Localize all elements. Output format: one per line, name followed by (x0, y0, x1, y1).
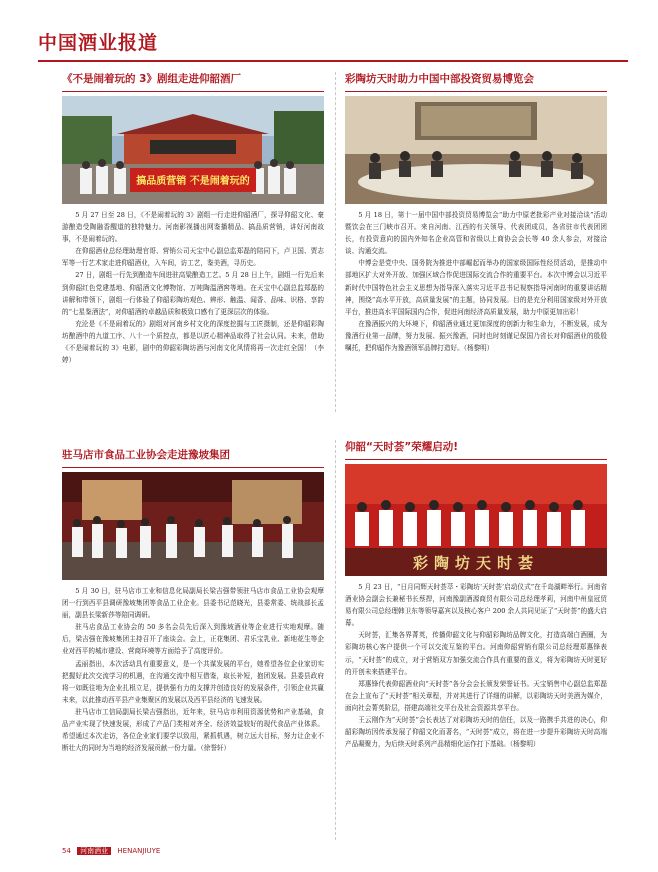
photo-exhibition-visit (62, 472, 324, 580)
page-footer (62, 846, 164, 856)
paragraph: 5 月 30 日，驻马店市工业和信息化局副局长梁吉强带领驻马店市食品工业协会观摩团一行到西平县调研豫坡集团等食品工业企业。县委书记范晓光，县委常委、统战部长孟丽，副县长梁新莎等陪同调研。 (62, 587, 324, 620)
paragraph: 5 月 23 日，“日月同辉天时荟萃・彩陶坊‘天时荟’启动仪式”在千岛湖畔举行。河南省酒业协会副会长兼秘书长蔡捍，河南豫副酒源商贸有限公司总经理孝莉，河南中州皇冠贸易有限公司总经理韩卫东等领导嘉宾以及核心客户 200 余人共同见证了“天时荟”的盛大启幕。 (345, 583, 607, 628)
article-body (345, 581, 607, 750)
column-divider (335, 72, 336, 412)
paragraph: 充沦是《不是闹着玩的》剧组对河南乡村文化的深度挖掘与工匠摄制，还是仰韶彩陶坊酿酒中的九道工序、八十一个质控点，都是以匠心精神品取得了社会认同。未来，借助《不是闹着玩的 3》电影，剧中的仰韶彩陶坊酒与河南文化风情将再一次走红全国！（李婷） (62, 319, 324, 365)
paragraph: 郑惠锋代表仰韶酒业向“天时荟”各分会会长颁发荣誉证书。天宝销售中心副总监郑磊在会上宣布了“天时荟”相关章程，并对其进行了详细的讲解，以彩陶坊天时美酒为媒介，面向社会菁英阶层，搭建高端社交平台及社会资源共享平台。 (345, 679, 607, 712)
paragraph: 孟丽指出，本次活动具有重要意义，是一个共谋发展的平台，她希望各位企业家切实把握好此次交流学习的机遇，在沟通交流中相互借鉴，取长补短，抱团发展。县委县政府将一如既往地为企业扎根立足，提供强有力的支撑并创造良好的发展条件，引领企业共赢未来，以此推动西平县产业集聚区的发展以及西平县经济的飞速发展。 (62, 659, 324, 704)
article-title: 《不是闹着玩的 3》剧组走进仰韶酒厂 (62, 73, 241, 85)
photo-banner-text: 彩陶坊天时荟 (412, 554, 539, 572)
article-body (62, 209, 324, 366)
paragraph: 天时荟，汇集各界菁英，传播仰韶文化与仰韶彩陶坊品牌文化，打造高端白酒圈，为彩陶坊核心客户提供一个可以交流互鉴的平台。河南仰韶营销有限公司总经理郑惠锋表示，“天时荟”的成立，对于营销双方加强交流合作具有重要的意义，将为彩陶坊天时更好的开创未来搭建平台。 (345, 631, 607, 676)
header-rule (38, 60, 628, 62)
article-title: 彩陶坊天时助力中国中部投资贸易博览会 (345, 73, 534, 85)
article-drama-crew (62, 72, 324, 366)
page-number: 54 (62, 847, 71, 855)
article-tianshihui-launch (345, 440, 607, 750)
article-title: 仰韶“天时荟”荣耀启动! (345, 441, 459, 453)
column-divider (335, 440, 336, 840)
title-rule (345, 91, 607, 92)
article-food-industry-visit (62, 448, 324, 754)
article-body (62, 585, 324, 754)
paragraph: 27 日，剧组一行先到酿造车间进驻高粱酿造工艺。5 月 28 日上午，剧组一行先后来到仰韶红色党建基地、仰韶酒文化博物馆、万吨陶温酒窖等地。在天宝中心副总监郑磊的讲解和带领下，剧组一行体验了仰韶彩陶坊观色、辨形、触温、闻香、品味、识格、享韵的“七星鉴酒法”，对仰韶酒的卓越品质和极致口感有了更深层次的体验。 (62, 271, 324, 316)
paragraph: 王云刚作为“天时荟”会长表达了对彩陶坊天时的信任，以及一路携手共进的决心，仰韶彩陶坊因传承发展了仰韶文化而著名，“天时荟”成立，将在进一步提升彩陶坊天时高端产品凝聚力，为后续天时系列产品精细化运作打下基础。（杨黎明） (345, 716, 607, 749)
paragraph: 在仰韶酒业总经理助理官哥、营销公司天宝中心副总监郑磊的陪同下，卢卫国、贾志军等一行艺术家走进仰韶酒业，入车间，访工艺，鉴美酒，寻历史。 (62, 247, 324, 268)
paragraph: 5 月 27 日至 28 日，《不是闹着玩的 3》剧组一行走进仰韶酒厂，探寻仰韶文化、豪游酿造受陶融香醒道的独特魅力。河南影视播出网鉴播精品、搞品质营销，讲好河南故事，不是闹着玩的。 (62, 211, 324, 244)
magazine-brand-en: HENANJIUYE (117, 847, 161, 855)
title-rule (345, 459, 607, 460)
paragraph: 5 月 18 日，第十一届中国中部投资贸易博览会“助力中原老批彩产业对接洽谈”活动暨饮会在三门峡市召开。来自河南、江西的有关领导、代表团成员，各省驻市代表团团长，有投资意向的国内外知名企业高管和省级以上商协会会长等 40 余人参会，对接洽谈、沟通交流。 (345, 211, 607, 256)
photo-group-at-gate (62, 96, 324, 204)
paragraph: 在豫酒振兴的大环境下，仰韶酒业通过更加深度的创新力和生命力，不断发展，成为豫酒行业第一品牌，努力发展、振兴豫酒，同时也时刻谨记保国乃省长对仰韶酒业的殷殷嘱托，把仰韶作为豫酒领军品牌打造好。（杨黎明） (345, 319, 607, 353)
photo-launch-ceremony (345, 464, 607, 576)
article-expo-support (345, 72, 607, 354)
article-body (345, 209, 607, 354)
paragraph: 驻马店食品工业协会的 50 多名会员先后深入到豫坡酒业等企业进行实地观摩。随后，梁吉强在豫坡集团主持召开了座谈会。会上，正花集团、君乐宝乳业、新地花生等企业对西平的城市建设、营商环境等方面给予了高度评价。 (62, 623, 324, 656)
magazine-brand: 河南酒业 (77, 847, 111, 855)
page-header (38, 18, 628, 62)
page-title: 中国酒业报道 (38, 32, 159, 54)
article-title: 驻马店市食品工业协会走进豫坡集团 (62, 449, 230, 461)
title-rule (62, 467, 324, 468)
photo-meeting-room (345, 96, 607, 204)
paragraph: 驻马店市工信局副局长梁吉强指出，近年来，驻马店市利用资源优势和产业基础，食品产业实现了快速发展，形成了产品门类相对齐全、经济效益较好的现代食品产业体系。希望通过本次走访，各位企业家们要学以致用，紧抓机遇，树立远大目标，努力让企业不断壮大的同时为当地的经济发展贡献一份力量。（徐誉轩） (62, 707, 324, 753)
paragraph: 中博会是党中央、国务院为推进中部崛起而举办的国家级国际性经贸活动，是推动中部地区扩大对外开放、加强区域合作促进国际交流合作的重要平台。本次中博会以习近平新时代中国特色社会主义思想为指导深入落实习近平总书记视察指导河南时的重要讲话精神，围绕“高水平开放，高质量发展”的主题，协同发展。目的是充分利用国家级对外开放平台，推进高水平国际国内合作，促进河南经济高质量发展，助力中原更加出彩！ (345, 259, 607, 316)
title-rule (62, 91, 324, 92)
photo-banner-text: 搞品质营销 不是闹着玩的 (136, 176, 250, 187)
